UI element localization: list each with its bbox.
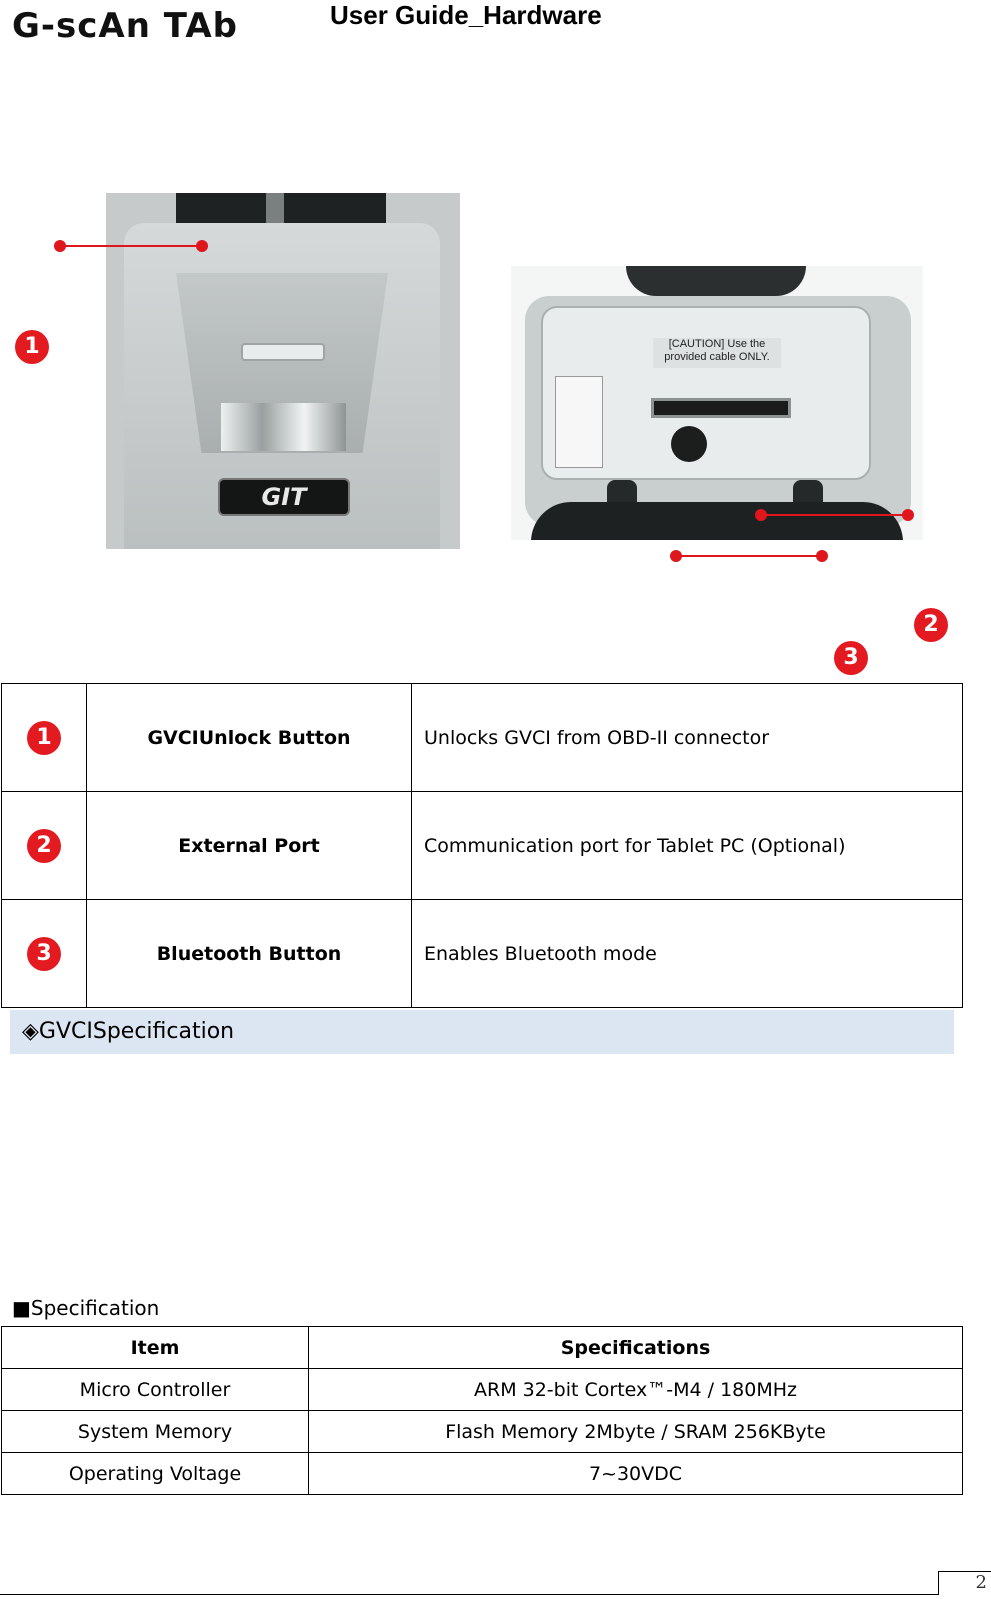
spec-table [1, 1326, 963, 1495]
shine-shape [221, 403, 346, 451]
table-row [2, 792, 963, 900]
callout-line-1 [60, 245, 202, 247]
logo-text: G-scAn TAb [12, 6, 238, 46]
git-badge: GIT [218, 478, 350, 516]
bluetooth-button-shape [671, 426, 707, 462]
document-title: User Guide_Hardware [330, 0, 602, 30]
external-port-shape [651, 398, 791, 418]
table-row [2, 1453, 963, 1495]
table-row [2, 1369, 963, 1411]
spec-caption: ■Specification [12, 1296, 160, 1320]
parts-table [1, 683, 963, 1008]
callout-dot [54, 240, 66, 252]
spec-value: ARM 32-bit Cortex™-M4 / 180MHz [309, 1369, 963, 1411]
footer-divider [0, 1594, 938, 1595]
callout-dot [196, 240, 208, 252]
callout-dot [670, 550, 682, 562]
device-bottom-photo [511, 266, 923, 540]
callout-dot [902, 509, 914, 521]
callout-line-2 [761, 514, 908, 516]
g-scan-tab-logo [12, 8, 238, 44]
top-shape [626, 266, 806, 296]
spec-value: 7~30VDC [309, 1453, 963, 1495]
part-number-cell [2, 684, 87, 792]
spec-value: Flash Memory 2Mbyte / SRAM 256KByte [309, 1411, 963, 1453]
column-header: Specifications [309, 1327, 963, 1369]
callout-dot [755, 509, 767, 521]
caution-label: [CAUTION] Use the provided cable ONLY. [653, 338, 781, 368]
table-row [2, 900, 963, 1008]
rating-label-shape [555, 376, 603, 468]
page-number: 2 [975, 1572, 987, 1593]
part-number-cell [2, 900, 87, 1008]
part-name: External Port [87, 792, 412, 900]
table-row [2, 684, 963, 792]
part-number-cell [2, 792, 87, 900]
callout-number-1-icon: 1 [15, 330, 49, 364]
callout-number-2-icon: 2 [914, 608, 948, 642]
spec-item: Micro Controller [2, 1369, 309, 1411]
part-description: Unlocks GVCI from OBD-II connector [412, 684, 963, 792]
column-header: Item [2, 1327, 309, 1369]
spec-item: System Memory [2, 1411, 309, 1453]
spec-item: Operating Voltage [2, 1453, 309, 1495]
number-3-icon: 3 [27, 937, 61, 971]
part-name: Bluetooth Button [87, 900, 412, 1008]
number-2-icon: 2 [27, 829, 61, 863]
section-heading: ◈GVCISpecification [10, 1010, 954, 1054]
table-header-row [2, 1327, 963, 1369]
number-1-icon: 1 [27, 721, 61, 755]
table-row [2, 1411, 963, 1453]
callout-line-3 [676, 555, 822, 557]
part-name: GVCIUnlock Button [87, 684, 412, 792]
base-shape [531, 502, 903, 540]
unlock-slot-shape [241, 343, 325, 361]
part-description: Enables Bluetooth mode [412, 900, 963, 1008]
part-description: Communication port for Tablet PC (Optional) [412, 792, 963, 900]
callout-number-3-icon: 3 [834, 641, 868, 675]
callout-dot [816, 550, 828, 562]
